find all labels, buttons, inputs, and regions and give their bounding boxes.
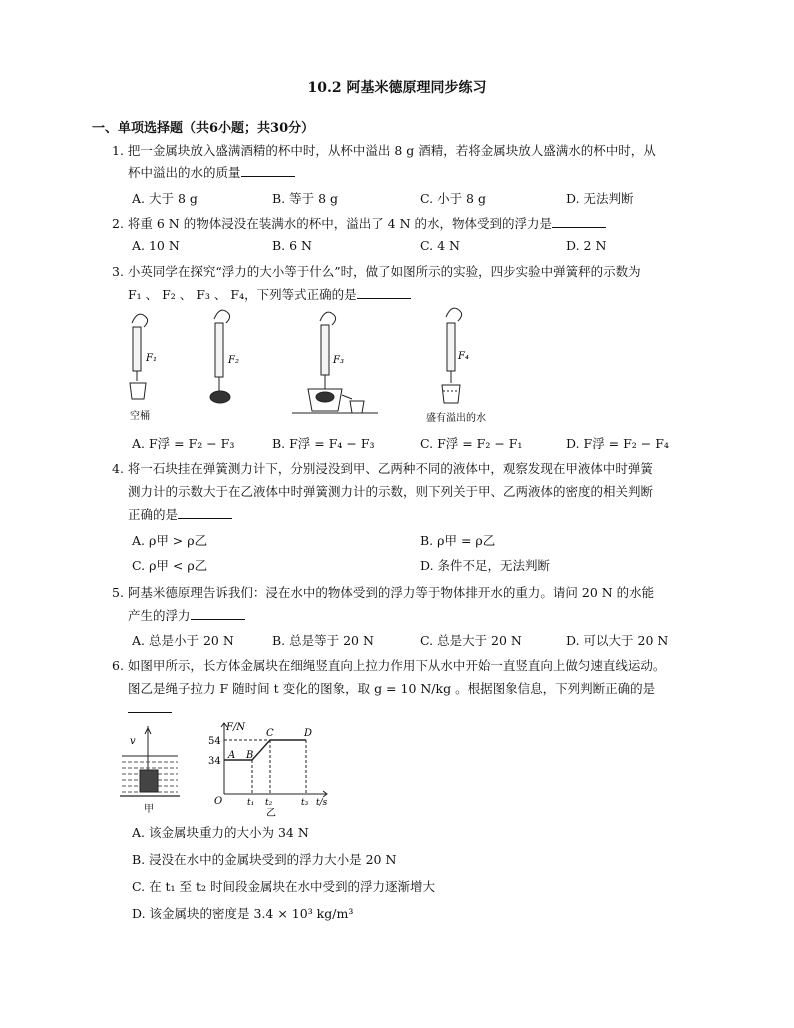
- question-3-stem: 3. 小英同学在探究“浮力的大小等于什么”时，做了如图所示的实验，四步实验中弹簧秤的示数为: [112, 264, 641, 279]
- question-2-option-d[interactable]: D. 2 N: [566, 238, 607, 253]
- fig-label-yi: 乙: [266, 808, 276, 818]
- fig-label-f3: F₃: [333, 355, 344, 366]
- fig-label-t-s: t/s: [316, 798, 328, 808]
- spring-scale-1: [130, 314, 148, 399]
- question-4-option-a[interactable]: A. ρ甲 > ρ乙: [132, 533, 208, 548]
- fig-label-bucket-with-water: 盛有溢出的水: [426, 413, 486, 424]
- question-6-option-a[interactable]: A. 该金属块重力的大小为 34 N: [132, 825, 309, 840]
- question-1-stem-text: 杯中溢出的水的质量: [128, 165, 241, 180]
- question-1-stem-cont: [128, 162, 295, 184]
- section-heading: 一、单项选择题（共6小题；共30分）: [92, 121, 315, 136]
- fig-label-v: v: [130, 736, 136, 747]
- fig-label-a: A: [228, 750, 236, 761]
- question-4-stem: 4. 将一石块挂在弹簧测力计下，分别浸没到甲、乙两种不同的液体中，观察发现在甲液体中时弹簧: [112, 461, 653, 476]
- question-3-option-c[interactable]: C. F浮 = F₂ − F₁: [420, 436, 523, 451]
- fig-label-t1: t₁: [247, 798, 255, 808]
- question-4-option-b[interactable]: B. ρ甲 = ρ乙: [420, 533, 496, 548]
- question-2-stem: [112, 213, 606, 235]
- question-5-option-b[interactable]: B. 总是等于 20 N: [272, 633, 374, 648]
- question-5-stem-text: 产生的浮力: [128, 608, 191, 623]
- question-1-option-c[interactable]: C. 小于 8 g: [420, 191, 486, 206]
- question-4-stem-cont: [128, 504, 232, 526]
- fig-label-f1: F₁: [146, 353, 157, 364]
- question-4-option-c[interactable]: C. ρ甲 < ρ乙: [132, 558, 208, 573]
- question-3-stem-cont: [128, 284, 411, 306]
- question-1-option-b[interactable]: B. 等于 8 g: [272, 191, 339, 206]
- question-1-option-a[interactable]: A. 大于 8 g: [132, 191, 198, 206]
- answer-blank[interactable]: [357, 286, 411, 299]
- fig-label-t2: t₂: [265, 798, 273, 808]
- answer-blank[interactable]: [128, 712, 172, 713]
- question-3-option-b[interactable]: B. F浮 = F₄ − F₃: [272, 436, 375, 451]
- question-4-stem-text: 正确的是: [128, 507, 179, 522]
- page-title: 10.2 阿基米德原理同步练习: [307, 80, 487, 96]
- answer-blank[interactable]: [241, 164, 295, 177]
- fig-label-f4: F₄: [458, 351, 469, 362]
- question-3-option-d[interactable]: D. F浮 = F₂ − F₄: [566, 436, 669, 451]
- fig-label-34: 34: [208, 756, 221, 767]
- fig-label-c: C: [266, 728, 274, 739]
- question-6-stem: 6. 如图甲所示，长方体金属块在细绳竖直向上拉力作用下从水中开始一直竖直向上做匀速直线运动。: [112, 658, 666, 673]
- fig-label-b: B: [246, 750, 254, 761]
- question-5-option-d[interactable]: D. 可以大于 20 N: [566, 633, 669, 648]
- question-6-option-b[interactable]: B. 浸没在水中的金属块受到的浮力大小是 20 N: [132, 852, 397, 867]
- question-1-stem: 1. 把一金属块放入盛满酒精的杯中时，从杯中溢出 8 g 酒精，若将金属块放人盛满水的杯中时，从: [112, 143, 656, 158]
- fig-label-f-n: F/N: [226, 722, 246, 733]
- question-6-option-d[interactable]: D. 该金属块的密度是 3.4 × 10³ kg/m³: [132, 906, 354, 921]
- question-2-stem-text: 2. 将重 6 N 的物体浸没在装满水的杯中，溢出了 4 N 的水，物体受到的浮力是: [112, 216, 553, 231]
- question-5-option-a[interactable]: A. 总是小于 20 N: [132, 633, 234, 648]
- question-4-stem-line2: 测力计的示数大于在乙液体中时弹簧测力计的示数，则下列关于甲、乙两液体的密度的相关判断: [128, 484, 654, 499]
- question-1-option-d[interactable]: D. 无法判断: [566, 191, 634, 206]
- spring-scale-2: [210, 310, 230, 403]
- question-6-stem-line2: 图乙是绳子拉力 F 随时间 t 变化的图象，取 g = 10 N/kg 。根据图象信息，下列判断正确的是: [128, 681, 656, 696]
- question-4-option-d[interactable]: D. 条件不足，无法判断: [420, 558, 551, 573]
- fig-label-d: D: [304, 728, 313, 739]
- fig-label-o: O: [214, 796, 223, 807]
- question-3-figure: [120, 305, 520, 430]
- fig-label-54: 54: [208, 736, 221, 747]
- question-3-option-a[interactable]: A. F浮 = F₂ − F₃: [132, 436, 235, 451]
- figure-jia: [120, 726, 180, 796]
- question-6-figure: [120, 718, 340, 818]
- question-2-option-a[interactable]: A. 10 N: [132, 238, 180, 253]
- question-2-option-c[interactable]: C. 4 N: [420, 238, 460, 253]
- answer-blank[interactable]: [191, 607, 245, 620]
- question-2-option-b[interactable]: B. 6 N: [272, 238, 312, 253]
- question-5-stem-cont: [128, 605, 245, 627]
- question-6-option-c[interactable]: C. 在 t₁ 至 t₂ 时间段金属块在水中受到的浮力逐渐增大: [132, 879, 436, 894]
- answer-blank[interactable]: [552, 215, 606, 228]
- fig-label-jia: 甲: [144, 804, 154, 815]
- question-3-stem-text: F₁ 、 F₂ 、 F₃ 、 F₄，下列等式正确的是: [128, 287, 357, 302]
- fig-label-t3: t₃: [301, 798, 309, 808]
- question-5-stem: 5. 阿基米德原理告诉我们：浸在水中的物体受到的浮力等于物体排开水的重力。请问 20 N 的水能: [112, 585, 655, 600]
- answer-blank[interactable]: [178, 506, 232, 519]
- question-5-option-c[interactable]: C. 总是大于 20 N: [420, 633, 522, 648]
- fig-label-f2: F₂: [228, 355, 239, 366]
- fig-label-empty-bucket: 空桶: [130, 411, 150, 422]
